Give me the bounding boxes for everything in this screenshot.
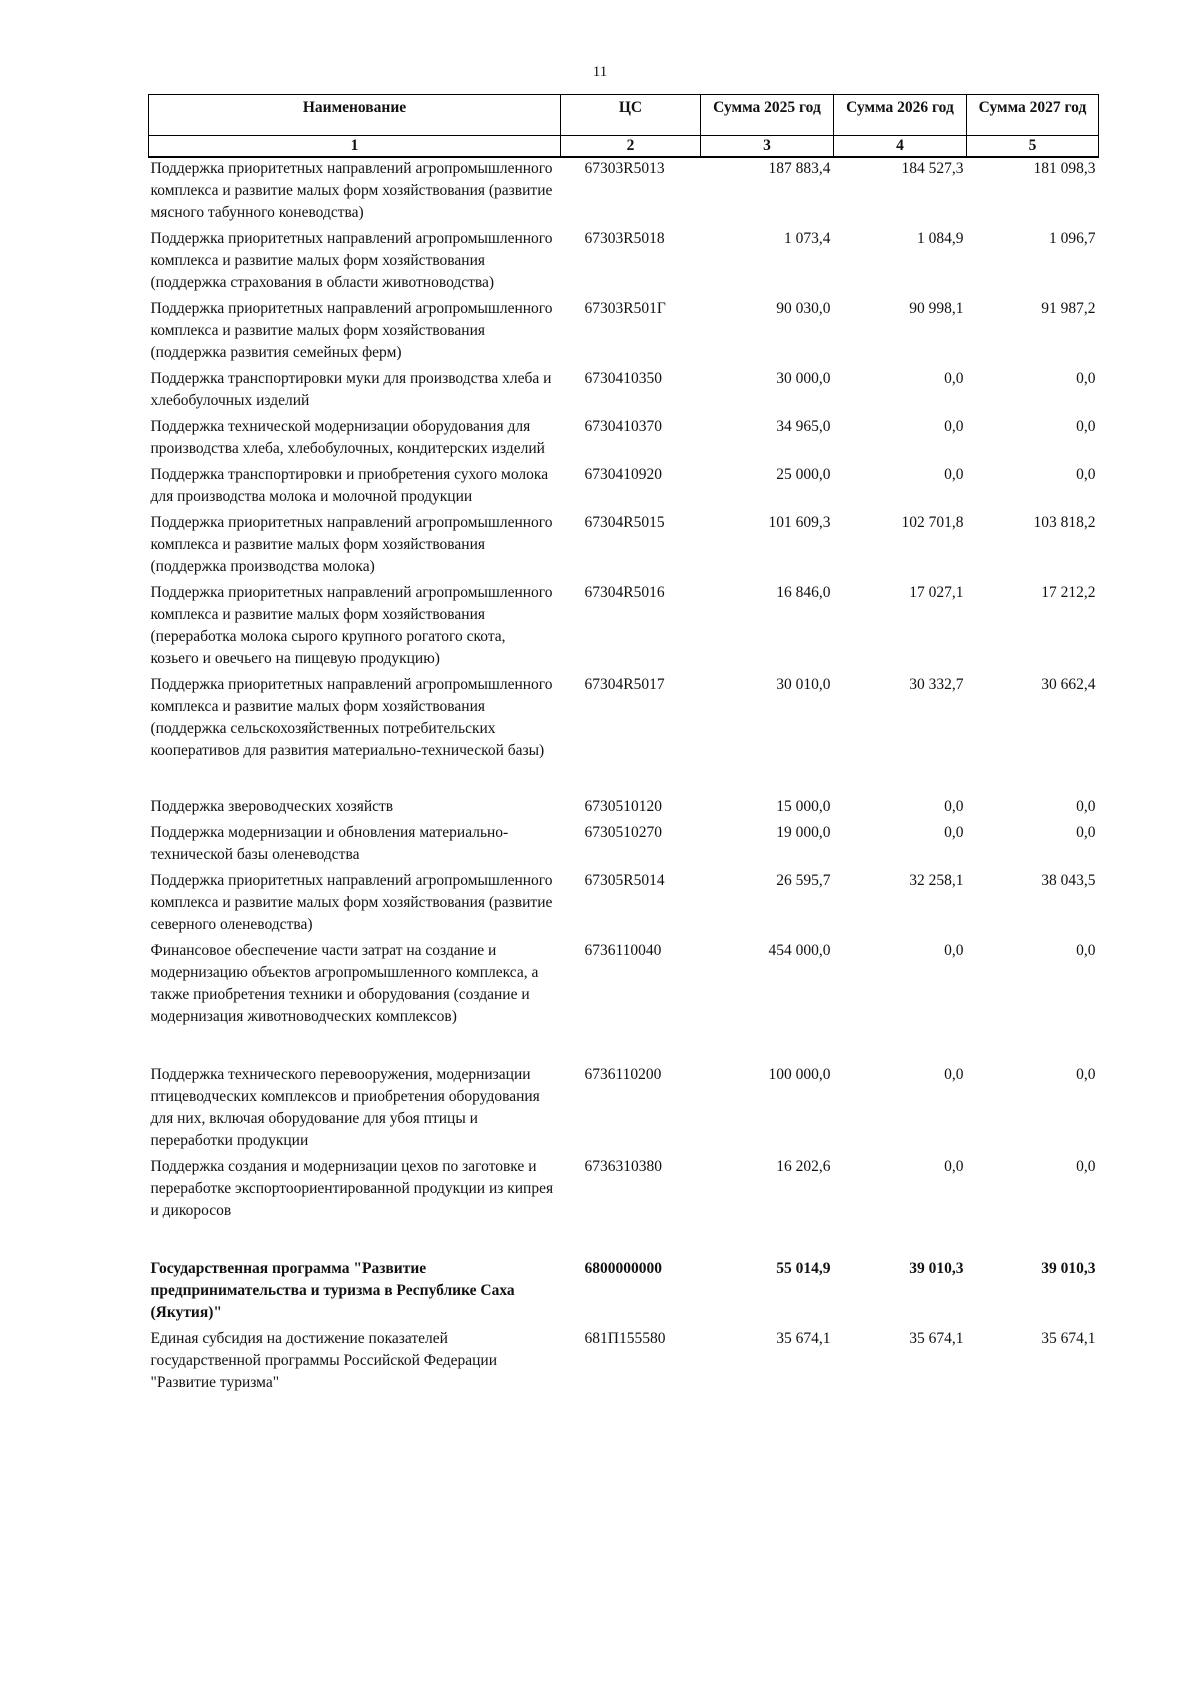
row-sum-2025: 16 846,0 [776, 584, 831, 601]
table-row [149, 298, 1099, 368]
header-sum-2026: Сумма 2026 год [834, 95, 967, 136]
column-number: 5 [967, 136, 1099, 158]
row-name: Поддержка приоритетных направлений агропромышленного комплекса и развитие малых форм хозяйствования (развитие северного оленеводства) [150, 872, 553, 933]
table-row [149, 157, 1099, 228]
row-name: Поддержка технической модернизации оборудования для производства хлеба, хлебобулочных, кондитерских изделий [150, 418, 545, 457]
table-row [149, 674, 1099, 796]
row-code: 67304R5016 [584, 584, 665, 601]
row-name: Поддержка модернизации и обновления материально-технической базы оленеводства [150, 824, 509, 863]
header-sum-2025: Сумма 2025 год [701, 95, 834, 136]
header-sum-2027: Сумма 2027 год [967, 95, 1099, 136]
row-sum-2027: 0,0 [1076, 466, 1096, 483]
row-sum-2027: 181 098,3 [1033, 160, 1096, 177]
row-code: 6730410920 [584, 466, 662, 483]
column-number: 1 [149, 136, 561, 158]
row-sum-2027: 0,0 [1076, 942, 1096, 959]
header-name: Наименование [149, 95, 561, 136]
table-row [149, 464, 1099, 512]
row-sum-2025: 187 883,4 [768, 160, 831, 177]
row-sum-2025: 101 609,3 [768, 514, 831, 531]
column-number: 4 [834, 136, 967, 158]
row-name: Поддержка приоритетных направлений агропромышленного комплекса и развитие малых форм хозяйствования (переработка молока сырого крупного рогатого скота, козьего и овечьего на пищевую продукцию) [150, 584, 553, 667]
table-row [149, 870, 1099, 940]
header-code: ЦС [561, 95, 701, 136]
row-sum-2027: 0,0 [1076, 824, 1096, 841]
row-sum-2026: 0,0 [944, 1158, 964, 1175]
row-sum-2026: 0,0 [944, 798, 964, 815]
row-code: 6736110200 [584, 1066, 662, 1083]
row-sum-2027: 0,0 [1076, 370, 1096, 387]
row-name: Поддержка приоритетных направлений агропромышленного комплекса и развитие малых форм хозяйствования (развитие мясного табунного коневодства) [150, 160, 553, 221]
program-total-row [149, 1258, 1099, 1328]
row-code: 67304R5017 [584, 676, 665, 693]
row-code: 681П155580 [584, 1330, 666, 1347]
table-row [149, 512, 1099, 582]
row-name: Поддержка приоритетных направлений агропромышленного комплекса и развитие малых форм хозяйствования (поддержка страхования в области животноводства) [150, 230, 553, 291]
row-sum-2025: 25 000,0 [776, 466, 831, 483]
row-sum-2025: 15 000,0 [776, 798, 831, 815]
row-code: 67303R5018 [584, 230, 665, 247]
table-row [149, 796, 1099, 822]
row-code: 6730510270 [584, 824, 662, 841]
row-sum-2025: 26 595,7 [776, 872, 831, 889]
table-row [149, 368, 1099, 416]
row-sum-2027: 17 212,2 [1041, 584, 1096, 601]
row-code: 6736310380 [584, 1158, 662, 1175]
table-row [149, 1328, 1099, 1398]
row-name: Финансовое обеспечение части затрат на создание и модернизацию объектов агропромышленного комплекса, а также приобретения техники и оборудования (создание и модернизация животноводческих комплексов) [150, 942, 539, 1025]
row-sum-2026: 32 258,1 [909, 872, 964, 889]
row-sum-2026: 39 010,3 [909, 1260, 964, 1277]
row-sum-2025: 1 073,4 [784, 230, 831, 247]
row-code: 6800000000 [584, 1260, 662, 1277]
row-sum-2026: 35 674,1 [909, 1330, 964, 1347]
row-sum-2025: 90 030,0 [776, 300, 831, 317]
row-sum-2026: 0,0 [944, 370, 964, 387]
table-row [149, 1064, 1099, 1156]
row-sum-2025: 16 202,6 [776, 1158, 831, 1175]
row-code: 6730410370 [584, 418, 662, 435]
table-row [149, 228, 1099, 298]
row-sum-2026: 0,0 [944, 1066, 964, 1083]
column-number: 2 [561, 136, 701, 158]
row-sum-2025: 55 014,9 [776, 1260, 831, 1277]
row-sum-2027: 91 987,2 [1041, 300, 1096, 317]
row-sum-2027: 0,0 [1076, 1066, 1096, 1083]
row-sum-2025: 100 000,0 [768, 1066, 831, 1083]
row-name: Поддержка приоритетных направлений агропромышленного комплекса и развитие малых форм хозяйствования (поддержка производства молока) [150, 514, 553, 575]
row-sum-2026: 0,0 [944, 942, 964, 959]
row-sum-2027: 1 096,7 [1049, 230, 1096, 247]
row-sum-2027: 38 043,5 [1041, 872, 1096, 889]
row-name: Поддержка создания и модернизации цехов по заготовке и переработке экспортоориентированной продукции из кипрея и дикоросов [150, 1158, 554, 1219]
row-name: Поддержка транспортировки и приобретения сухого молока для производства молока и молочной продукции [150, 466, 549, 505]
table-row [149, 582, 1099, 674]
row-sum-2027: 30 662,4 [1041, 676, 1096, 693]
row-code: 67305R5014 [584, 872, 665, 889]
row-sum-2026: 0,0 [944, 824, 964, 841]
row-sum-2026: 102 701,8 [901, 514, 964, 531]
row-sum-2026: 184 527,3 [901, 160, 964, 177]
row-code: 67304R5015 [584, 514, 665, 531]
row-sum-2027: 0,0 [1076, 418, 1096, 435]
row-code: 6730410350 [584, 370, 662, 387]
row-sum-2026: 30 332,7 [909, 676, 964, 693]
row-name: Поддержка приоритетных направлений агропромышленного комплекса и развитие малых форм хозяйствования (поддержка сельскохозяйственных потребительских кооперативов для развития материально-технической базы) [150, 676, 553, 759]
row-sum-2027: 39 010,3 [1041, 1260, 1096, 1277]
row-sum-2026: 1 084,9 [917, 230, 964, 247]
row-sum-2025: 454 000,0 [768, 942, 831, 959]
row-name: Поддержка транспортировки муки для производства хлеба и хлебобулочных изделий [150, 370, 552, 409]
table-row [149, 1156, 1099, 1258]
row-sum-2025: 30 010,0 [776, 676, 831, 693]
row-sum-2026: 17 027,1 [909, 584, 964, 601]
budget-table [148, 94, 1099, 1398]
row-name: Поддержка технического перевооружения, модернизации птицеводческих комплексов и приобретения оборудования для них, включая оборудование для убоя птицы и переработки продукции [150, 1066, 540, 1149]
row-sum-2027: 0,0 [1076, 798, 1096, 815]
column-number-row [149, 136, 1099, 158]
row-name: Государственная программа "Развитие предпринимательства и туризма в Республике Саха (Якутия)" [150, 1260, 515, 1321]
row-sum-2027: 0,0 [1076, 1158, 1096, 1175]
table-row [149, 940, 1099, 1064]
page-number: 11 [592, 64, 608, 80]
row-name: Поддержка звероводческих хозяйств [150, 798, 394, 815]
row-name: Поддержка приоритетных направлений агропромышленного комплекса и развитие малых форм хозяйствования (поддержка развития семейных ферм) [150, 300, 553, 361]
table-row [149, 416, 1099, 464]
row-sum-2025: 35 674,1 [776, 1330, 831, 1347]
row-code: 6730510120 [584, 798, 662, 815]
row-sum-2025: 30 000,0 [776, 370, 831, 387]
row-sum-2025: 34 965,0 [776, 418, 831, 435]
row-sum-2027: 35 674,1 [1041, 1330, 1096, 1347]
row-code: 6736110040 [584, 942, 662, 959]
row-sum-2025: 19 000,0 [776, 824, 831, 841]
row-sum-2027: 103 818,2 [1033, 514, 1096, 531]
column-number: 3 [701, 136, 834, 158]
table-row [149, 822, 1099, 870]
row-code: 67303R5013 [584, 160, 665, 177]
row-name: Единая субсидия на достижение показателей государственной программы Российской Федерации "Развитие туризма" [150, 1330, 497, 1391]
row-sum-2026: 90 998,1 [909, 300, 964, 317]
row-sum-2026: 0,0 [944, 466, 964, 483]
row-code: 67303R501Г [584, 300, 666, 317]
header-row [149, 95, 1099, 136]
row-sum-2026: 0,0 [944, 418, 964, 435]
